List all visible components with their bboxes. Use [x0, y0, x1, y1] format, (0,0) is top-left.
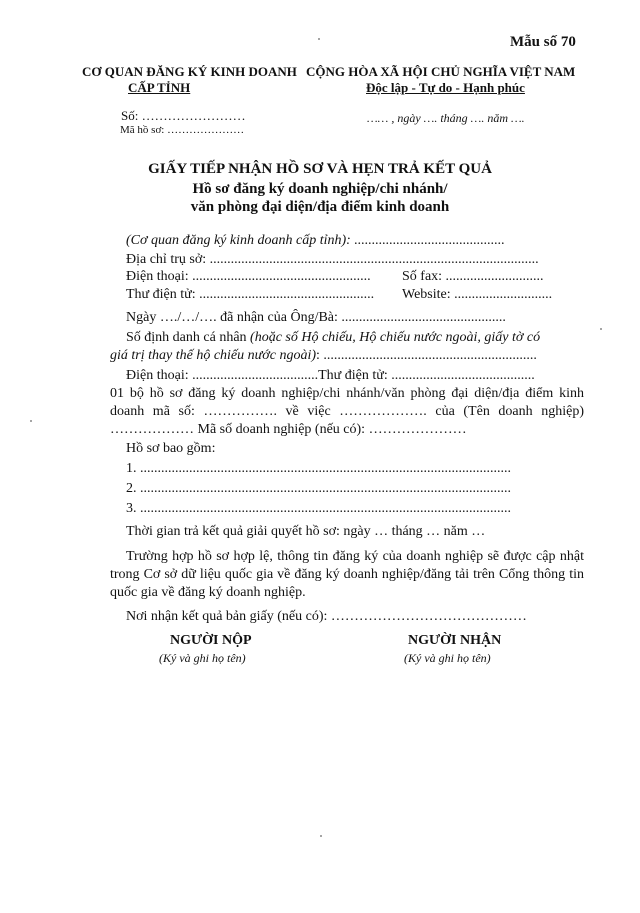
dossier-item: 1. .......................................................................................................... — [126, 461, 511, 476]
personal-id-label: Số định danh cá nhân — [126, 330, 251, 345]
scan-speck — [600, 328, 602, 330]
dossier-code: Mã hồ sơ: ………………… — [120, 124, 245, 136]
national-title: CỘNG HÒA XÃ HỘI CHỦ NGHĨA VIỆT NAM — [306, 64, 576, 79]
receiver-signature-note: (Ký và ghi họ tên) — [404, 651, 491, 665]
document-subtitle-2: văn phòng đại diện/địa điểm kinh doanh — [190, 199, 450, 215]
return-time-field: Thời gian trả kết quả giải quyết hồ sơ: ngày … tháng … năm … — [126, 524, 486, 539]
submitter-signature-title: NGƯỜI NỘP — [170, 633, 252, 648]
agency-field: (Cơ quan đăng ký kinh doanh cấp tỉnh): ........................................... — [126, 233, 505, 248]
personal-id-field-cont — [110, 348, 537, 364]
agency-name: CƠ QUAN ĐĂNG KÝ KINH DOANH — [82, 64, 297, 79]
personal-id-note: (hoặc số Hộ chiếu, Hộ chiếu nước ngoài, giấy tờ có — [250, 330, 541, 345]
scan-speck — [318, 38, 320, 40]
personal-id-note-2: giá trị thay thế hộ chiếu nước ngoài) — [110, 348, 317, 363]
document-number: Số: …………………… — [121, 108, 246, 123]
personal-id-dots: : ............................................................. — [316, 348, 537, 363]
paper-result-place-field: Nơi nhận kết quả bản giấy (nếu có): …………………………………… — [126, 609, 527, 624]
document-title: GIẤY TIẾP NHẬN HỒ SƠ VÀ HẸN TRẢ KẾT QUẢ — [148, 161, 492, 177]
agency-email-field: Thư điện tử: .................................................. — [126, 287, 375, 302]
submitter-signature-note: (Ký và ghi họ tên) — [159, 651, 246, 665]
scan-speck — [320, 835, 322, 837]
received-from-field: Ngày …./…/…. đã nhận của Ông/Bà: ............................................... — [126, 310, 506, 325]
dossier-paragraph: 01 bộ hồ sơ đăng ký doanh nghiệp/chi nhánh/văn phòng đại diện/địa điểm kinh doanh mã số: ……………. về việc ………………. của (Tên doanh nghiệp) ……………… Mã số doanh nghiệp (nếu có): ………………… — [110, 386, 584, 437]
dossier-item: 3. .......................................................................................................... — [126, 501, 511, 516]
address-field: Địa chỉ trụ sở: .............................................................................................. — [126, 252, 539, 267]
dossier-includes-label: Hồ sơ bao gồm: — [126, 441, 216, 456]
personal-id-field — [126, 330, 540, 346]
national-motto: Độc lập - Tự do - Hạnh phúc — [366, 80, 525, 95]
receiver-signature-title: NGƯỜI NHẬN — [408, 633, 502, 648]
scan-speck — [30, 420, 32, 422]
agency-level: CẤP TỈNH — [128, 80, 191, 95]
agency-fax-field: Số fax: ............................ — [402, 269, 544, 284]
submitter-contact-field: Điện thoại: ....................................Thư điện tử: ......................................... — [126, 368, 535, 383]
dossier-item: 2. .......................................................................................................... — [126, 481, 511, 496]
valid-case-paragraph: Trường hợp hồ sơ hợp lệ, thông tin đăng ký của doanh nghiệp sẽ được cập nhật trong Cơ sở dữ liệu quốc gia về đăng ký doanh nghiệp/đăng tải trên Cổng thông tin quốc gia về đăng ký doanh nghiệp. — [110, 549, 584, 600]
agency-phone-field: Điện thoại: ................................................... — [126, 269, 371, 284]
document-subtitle-1: Hồ sơ đăng ký doanh nghiệp/chi nhánh/ — [192, 181, 448, 197]
agency-website-field: Website: ............................ — [402, 287, 553, 302]
document-date: …… , ngày …. tháng …. năm …. — [367, 111, 525, 125]
form-number: Mẫu số 70 — [510, 34, 576, 50]
